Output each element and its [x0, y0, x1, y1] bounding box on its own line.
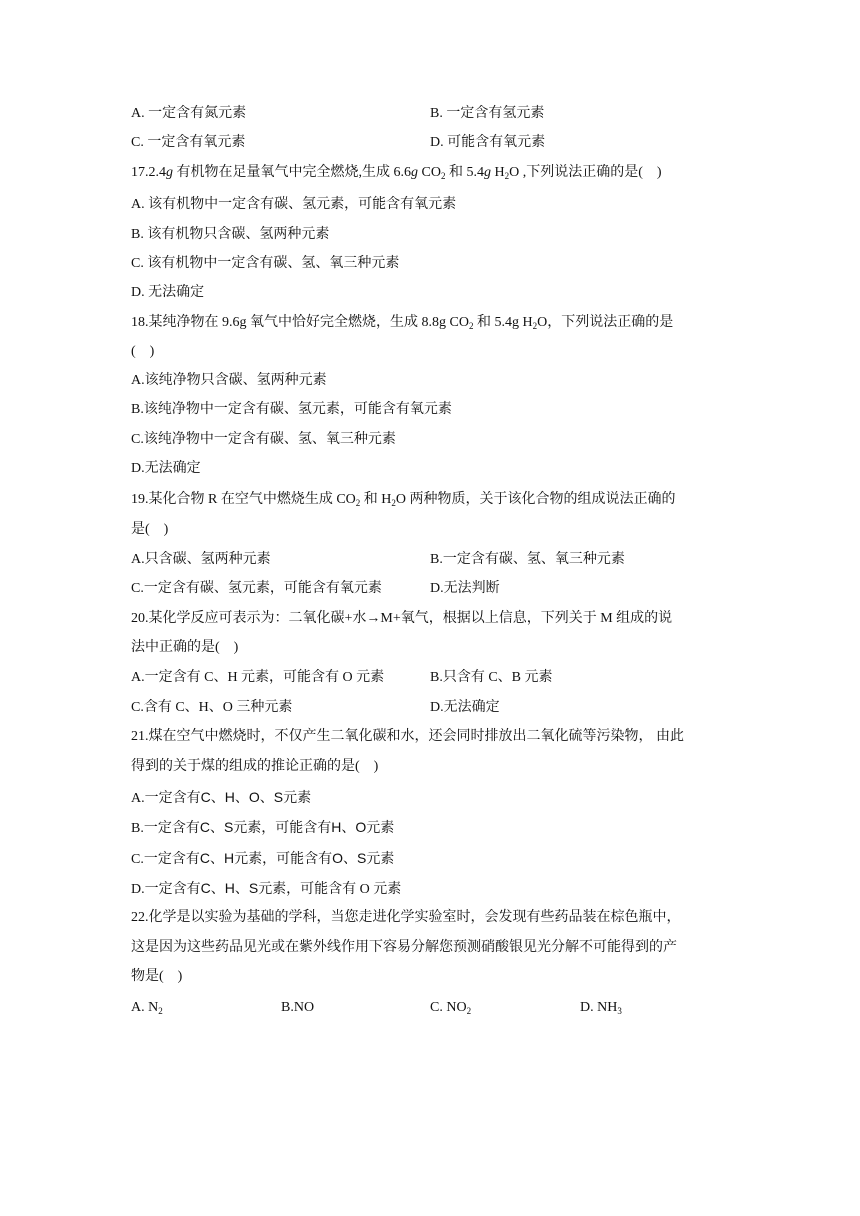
q21-option-b: B.一定含有C、S元素，可能含有H、O元素 — [131, 819, 395, 836]
q17-stem: 17.2.4g 有机物在足量氧气中完全燃烧,生成 6.6g $CO_2$ 和 5.4g $H_2O$ ,下列说法正确的是( ) — [131, 165, 662, 181]
q19-option-d: D.无法判断 — [430, 581, 500, 596]
q17-option-c: C. 该有机物中一定含有碳、氢、氧三种元素 — [131, 256, 400, 271]
q22-option-b: B.NO — [281, 1000, 315, 1015]
q19-stem-cont: 是( ) — [131, 522, 169, 537]
q20-stem: 20.某化学反应可表示为：二氧化碳+水→M+氧气，根据以上信息，下列关于 M 组成的说 — [131, 611, 673, 626]
q18-option-a: A.该纯净物只含碳、氢两种元素 — [131, 373, 327, 388]
q22-option-c: C. $NO_2$ — [430, 1000, 472, 1016]
q17-option-d: D. 无法确定 — [131, 285, 205, 300]
q18-option-b: B.该纯净物中一定含有碳、氢元素，可能含有氧元素 — [131, 402, 452, 417]
q21-option-d: D.一定含有C、H、S元素，可能含有 O 元素 — [131, 880, 402, 897]
q21-option-c: C.一定含有C、H元素，可能含有O、S元素 — [131, 850, 395, 867]
q21-stem: 21.煤在空气中燃烧时，不仅产生二氧化碳和水，还会同时排放出二氧化硫等污染物， 由此 — [131, 729, 684, 744]
q18-answer-paren: ( ) — [131, 344, 155, 359]
q19-option-b: B.一定含有碳、氢、氧三种元素 — [430, 552, 625, 567]
q18-option-d: D.无法确定 — [131, 461, 201, 476]
q21-option-a: A.一定含有C、H、O、S元素 — [131, 789, 312, 806]
q18-stem: 18.某纯净物在 9.6g 氧气中恰好完全燃烧，生成 8.8g $CO_2$ 和 5.4g $H_2O$，下列说法正确的是 — [131, 315, 674, 331]
q22-stem-cont2: 物是( ) — [131, 969, 183, 984]
q16-option-c: C. 一定含有氧元素 — [131, 135, 246, 150]
q16-option-a: A. 一定含有氮元素 — [131, 106, 247, 121]
q18-option-c: C.该纯净物中一定含有碳、氢、氧三种元素 — [131, 432, 396, 447]
q19-stem: 19.某化合物 R 在空气中燃烧生成 $CO_2$ 和 $H_2O$ 两种物质，关于该化合物的组成说法正确的 — [131, 492, 676, 508]
q19-option-a: A.只含碳、氢两种元素 — [131, 552, 271, 567]
q19-option-c: C.一定含有碳、氢元素，可能含有氧元素 — [131, 581, 382, 596]
q20-option-a: A.一定含有 C、H 元素，可能含有 O 元素 — [131, 670, 385, 685]
q17-option-a: A. 该有机物中一定含有碳、氢元素，可能含有氧元素 — [131, 197, 457, 212]
q22-stem-cont: 这是因为这些药品见光或在紫外线作用下容易分解您预测硝酸银见光分解不可能得到的产 — [131, 940, 677, 955]
q20-option-b: B.只含有 C、B 元素 — [430, 670, 553, 685]
q20-option-d: D.无法确定 — [430, 700, 500, 715]
q16-option-b: B. 一定含有氢元素 — [430, 106, 545, 121]
q20-stem-cont: 法中正确的是( ) — [131, 640, 239, 655]
q16-option-d: D. 可能含有氧元素 — [430, 135, 546, 150]
q20-option-c: C.含有 C、H、O 三种元素 — [131, 700, 293, 715]
q22-stem: 22.化学是以实验为基础的学科，当您走进化学实验室时，会发现有些药品装在棕色瓶中， — [131, 910, 681, 925]
q22-option-a: A. $N_2$ — [131, 1000, 163, 1016]
q17-option-b: B. 该有机物只含碳、氢两种元素 — [131, 227, 330, 242]
q21-stem-cont: 得到的关于煤的组成的推论正确的是( ) — [131, 759, 379, 774]
q22-option-d: D. $NH_3$ — [580, 1000, 622, 1016]
